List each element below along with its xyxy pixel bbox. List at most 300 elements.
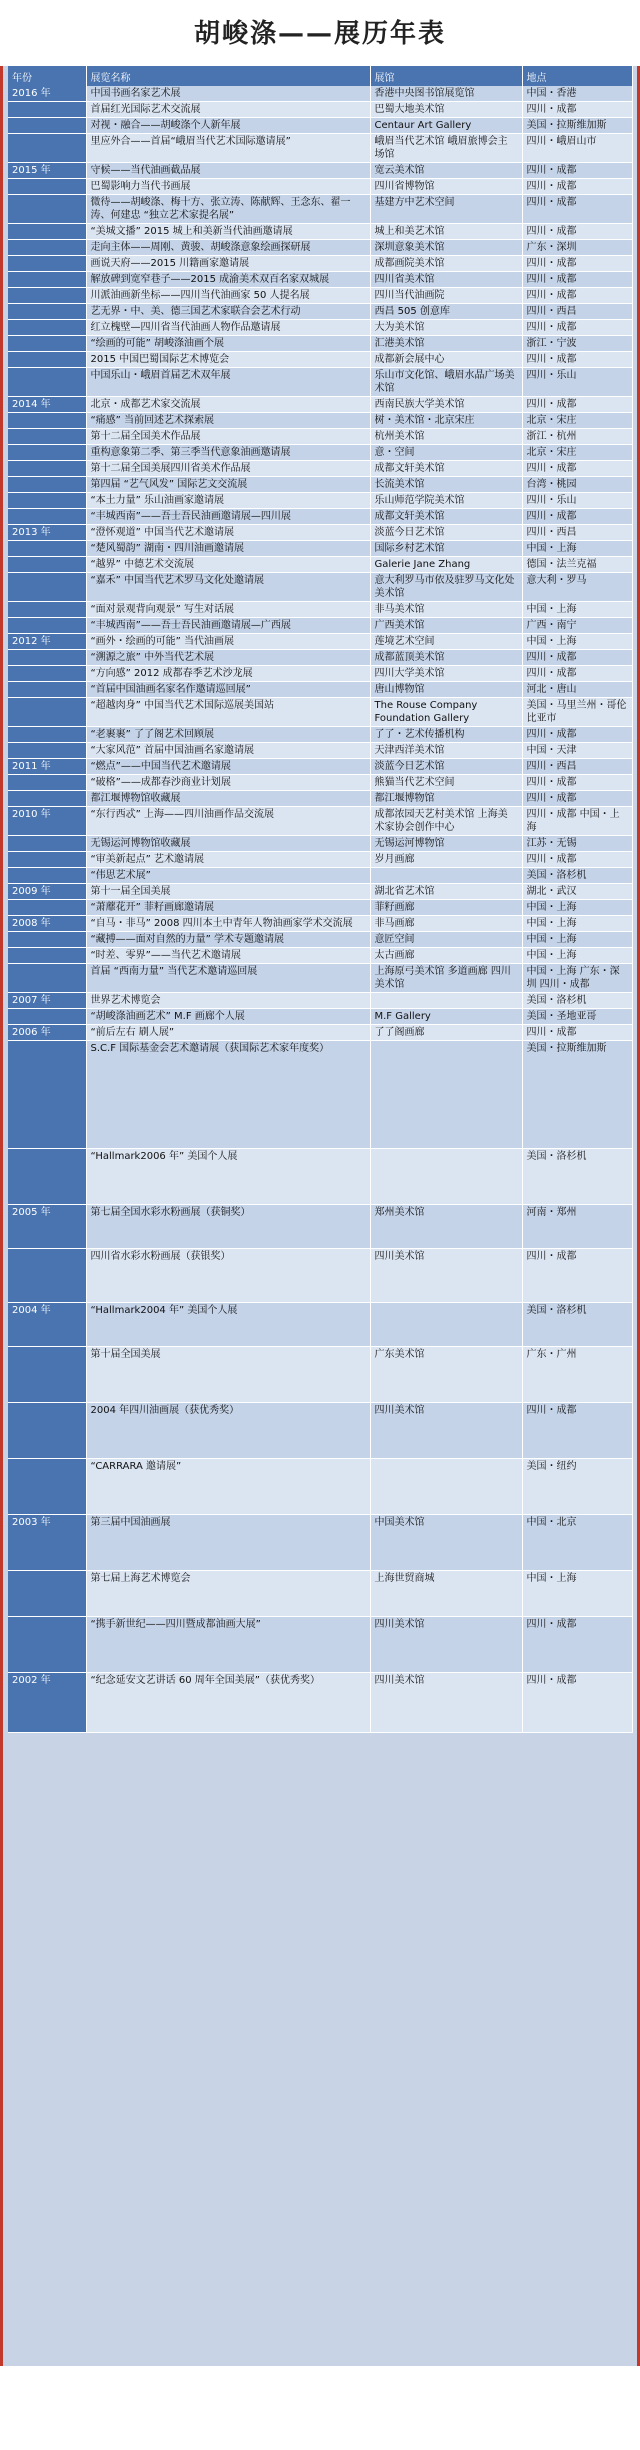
venue-cell: M.F Gallery <box>370 1009 522 1025</box>
place-cell: 美国・洛杉机 <box>522 868 632 884</box>
year-cell <box>8 1347 86 1403</box>
venue-cell: 乐山市文化馆、峨眉水晶广场美术馆 <box>370 368 522 397</box>
title-cell: 川派油画新坐标——四川当代油画家 50 人提名展 <box>86 288 370 304</box>
table-row <box>8 541 632 557</box>
venue-cell: 意大利罗马市依及驻罗马文化处美术馆 <box>370 573 522 602</box>
year-cell <box>8 445 86 461</box>
place-cell: 四川・成都 <box>522 1617 632 1673</box>
title-cell: 第三届中国油画展 <box>86 1515 370 1571</box>
venue-cell: 都江堰博物馆 <box>370 791 522 807</box>
year-cell <box>8 698 86 727</box>
place-cell: 四川・成都 <box>522 461 632 477</box>
venue-cell: 香港中央图书馆展览馆 <box>370 86 522 102</box>
year-cell <box>8 836 86 852</box>
year-cell <box>8 118 86 134</box>
year-cell <box>8 179 86 195</box>
year-cell: 2003 年 <box>8 1515 86 1571</box>
table-row <box>8 884 632 900</box>
table-row <box>8 397 632 413</box>
title-cell: “面对景观背向观景” 写生对话展 <box>86 602 370 618</box>
title-cell: S.C.F 国际基金会艺术邀请展（获国际艺术家年度奖） <box>86 1041 370 1149</box>
title-cell: “前后左右 刷人展” <box>86 1025 370 1041</box>
venue-cell: 大为美术馆 <box>370 320 522 336</box>
table-row <box>8 791 632 807</box>
year-cell <box>8 413 86 429</box>
header-place: 地点 <box>522 66 632 86</box>
title-cell: 第十一届全国美展 <box>86 884 370 900</box>
venue-cell: 无锡运河博物馆 <box>370 836 522 852</box>
title-cell: “画外・绘画的可能” 当代油画展 <box>86 634 370 650</box>
place-cell: 中国・上海 <box>522 916 632 932</box>
place-cell: 四川・成都 <box>522 163 632 179</box>
venue-cell: 熊猫当代艺术空间 <box>370 775 522 791</box>
year-cell <box>8 224 86 240</box>
place-cell: 德国・法兰克福 <box>522 557 632 573</box>
title-cell: 2015 中国巴蜀国际艺术博览会 <box>86 352 370 368</box>
venue-cell: 湖北省艺术馆 <box>370 884 522 900</box>
place-cell: 美国・拉斯维加斯 <box>522 118 632 134</box>
year-cell <box>8 102 86 118</box>
year-cell <box>8 1041 86 1149</box>
year-cell <box>8 1403 86 1459</box>
year-cell <box>8 368 86 397</box>
title-cell: 解放碑到宽窄巷子——2015 成渝美术双百名家双城展 <box>86 272 370 288</box>
year-cell <box>8 240 86 256</box>
table-row <box>8 118 632 134</box>
table-row <box>8 304 632 320</box>
table-row <box>8 602 632 618</box>
table-row <box>8 618 632 634</box>
table-row <box>8 1249 632 1303</box>
title-cell: “澄怀观道” 中国当代艺术邀请展 <box>86 525 370 541</box>
year-cell <box>8 775 86 791</box>
place-cell: 中国・上海 <box>522 932 632 948</box>
place-cell: 四川・成都 <box>522 509 632 525</box>
title-cell: “燃点”——中国当代艺术邀请展 <box>86 759 370 775</box>
venue-cell: 峨眉当代艺术馆 峨眉旅博会主场馆 <box>370 134 522 163</box>
title-cell: “美城文播” 2015 城上和美新当代油画邀请展 <box>86 224 370 240</box>
table-row <box>8 352 632 368</box>
place-cell: 美国・洛杉机 <box>522 1303 632 1347</box>
place-cell: 中国・北京 <box>522 1515 632 1571</box>
place-cell: 美国・拉斯维加斯 <box>522 1041 632 1149</box>
venue-cell: 杭州美术馆 <box>370 429 522 445</box>
year-cell <box>8 650 86 666</box>
year-cell <box>8 1459 86 1515</box>
table-row <box>8 368 632 397</box>
venue-cell <box>370 993 522 1009</box>
place-cell: 浙江・杭州 <box>522 429 632 445</box>
title-cell: “痛感” 当前回述艺术探索展 <box>86 413 370 429</box>
title-cell: “纪念延安文艺讲话 60 周年全国美展”（获优秀奖） <box>86 1673 370 1733</box>
place-cell: 四川・西昌 <box>522 304 632 320</box>
place-cell: 美国・洛杉机 <box>522 993 632 1009</box>
table-row <box>8 743 632 759</box>
year-cell: 2006 年 <box>8 1025 86 1041</box>
venue-cell: 岁月画廊 <box>370 852 522 868</box>
table-row <box>8 1205 632 1249</box>
venue-cell: 广西美术馆 <box>370 618 522 634</box>
year-cell <box>8 320 86 336</box>
place-cell: 中国・上海 <box>522 900 632 916</box>
year-cell <box>8 429 86 445</box>
table-row <box>8 759 632 775</box>
venue-cell: 莲境艺术空间 <box>370 634 522 650</box>
year-cell: 2010 年 <box>8 807 86 836</box>
year-cell <box>8 932 86 948</box>
place-cell: 河南・郑州 <box>522 1205 632 1249</box>
table-header-row <box>8 66 632 86</box>
year-cell: 2013 年 <box>8 525 86 541</box>
venue-cell: 树・美术馆・北京宋庄 <box>370 413 522 429</box>
venue-cell: 非马画廊 <box>370 916 522 932</box>
venue-cell: 上海世贸商城 <box>370 1571 522 1617</box>
title-cell: “东行西忒” 上海——四川油画作品交流展 <box>86 807 370 836</box>
place-cell: 四川・成都 <box>522 272 632 288</box>
table-row <box>8 852 632 868</box>
place-cell: 四川・成都 <box>522 256 632 272</box>
place-cell: 中国・香港 <box>522 86 632 102</box>
table-row <box>8 1403 632 1459</box>
table-row <box>8 1009 632 1025</box>
title-cell: “伟思艺术展” <box>86 868 370 884</box>
title-cell: 微待——胡峻涤、梅十方、张立涛、陈献辉、王念东、翟一涛、何建忠 “独立艺术家提名展” <box>86 195 370 224</box>
table-row <box>8 807 632 836</box>
title-cell: “丰城西南”——吾士吾民油画邀请展—四川展 <box>86 509 370 525</box>
title-cell: 艺无界・中、美、德三国艺术家联合会艺术行动 <box>86 304 370 320</box>
place-cell: 美国・马里兰州・哥伦比亚市 <box>522 698 632 727</box>
title-cell: 里应外合——首届“峨眉当代艺术国际邀请展” <box>86 134 370 163</box>
year-cell: 2002 年 <box>8 1673 86 1733</box>
title-cell: 第七届上海艺术博览会 <box>86 1571 370 1617</box>
venue-cell: The Rouse Company Foundation Gallery <box>370 698 522 727</box>
venue-cell: 西南民族大学美术馆 <box>370 397 522 413</box>
place-cell: 中国・上海 广东・深圳 四川・成都 <box>522 964 632 993</box>
title-cell: 第七届全国水彩水粉画展（获铜奖） <box>86 1205 370 1249</box>
venue-cell: 淡蓝今日艺术馆 <box>370 759 522 775</box>
venue-cell: 乐山师范学院美术馆 <box>370 493 522 509</box>
title-cell: “时差、零界”——当代艺术邀请展 <box>86 948 370 964</box>
title-cell: “老裹裹” 了了阁艺术回顾展 <box>86 727 370 743</box>
table-row <box>8 134 632 163</box>
year-cell <box>8 1149 86 1205</box>
year-cell <box>8 541 86 557</box>
title-cell: “破格”——成都春沙商业计划展 <box>86 775 370 791</box>
table-row <box>8 461 632 477</box>
year-cell <box>8 557 86 573</box>
table-row <box>8 868 632 884</box>
table-row <box>8 102 632 118</box>
table-row <box>8 1515 632 1571</box>
venue-cell <box>370 1041 522 1149</box>
venue-cell <box>370 1459 522 1515</box>
venue-cell: 四川美术馆 <box>370 1673 522 1733</box>
title-cell: 守候——当代油画截品展 <box>86 163 370 179</box>
year-cell <box>8 352 86 368</box>
place-cell: 中国・上海 <box>522 634 632 650</box>
venue-cell: 成都新会展中心 <box>370 352 522 368</box>
title-cell: “溯源之旅” 中外当代艺术展 <box>86 650 370 666</box>
place-cell: 四川・成都 <box>522 179 632 195</box>
place-cell: 中国・天津 <box>522 743 632 759</box>
venue-cell: 四川美术馆 <box>370 1403 522 1459</box>
table-row <box>8 86 632 102</box>
place-cell: 四川・成都 <box>522 775 632 791</box>
venue-cell: 成都蓝顶美术馆 <box>370 650 522 666</box>
table-row <box>8 163 632 179</box>
venue-cell <box>370 1149 522 1205</box>
venue-cell: 宽云美术馆 <box>370 163 522 179</box>
title-cell: “丰城西南”——吾士吾民油画邀请展—广西展 <box>86 618 370 634</box>
table-row <box>8 1347 632 1403</box>
place-cell: 四川・成都 中国・上海 <box>522 807 632 836</box>
table-row <box>8 445 632 461</box>
table-row <box>8 900 632 916</box>
year-cell <box>8 195 86 224</box>
title-cell: 中国书画名家艺术展 <box>86 86 370 102</box>
venue-cell: 深圳意象美术馆 <box>370 240 522 256</box>
table-row <box>8 509 632 525</box>
year-cell <box>8 477 86 493</box>
place-cell: 四川・成都 <box>522 288 632 304</box>
venue-cell: 四川省美术馆 <box>370 272 522 288</box>
year-cell: 2016 年 <box>8 86 86 102</box>
venue-cell: 郑州美术馆 <box>370 1205 522 1249</box>
table-row <box>8 272 632 288</box>
venue-cell: 四川当代油画院 <box>370 288 522 304</box>
place-cell: 四川・峨眉山市 <box>522 134 632 163</box>
place-cell: 江苏・无锡 <box>522 836 632 852</box>
year-cell <box>8 948 86 964</box>
year-cell <box>8 727 86 743</box>
venue-cell <box>370 868 522 884</box>
table-row <box>8 775 632 791</box>
year-cell <box>8 493 86 509</box>
year-cell: 2009 年 <box>8 884 86 900</box>
year-cell <box>8 509 86 525</box>
title-cell: 走向主体——周刚、黄骏、胡峻涤意象绘画探研展 <box>86 240 370 256</box>
venue-cell: 基建方中艺术空间 <box>370 195 522 224</box>
title-cell: “越界” 中德艺术交流展 <box>86 557 370 573</box>
venue-cell: 城上和美艺术馆 <box>370 224 522 240</box>
place-cell: 美国・纽约 <box>522 1459 632 1515</box>
venue-cell: Centaur Art Gallery <box>370 118 522 134</box>
venue-cell: 上海原弓美术馆 多道画廊 四川美术馆 <box>370 964 522 993</box>
title-cell: 第十二届全国美展四川省美术作品展 <box>86 461 370 477</box>
table-row <box>8 1617 632 1673</box>
table-row <box>8 650 632 666</box>
table-row <box>8 413 632 429</box>
year-cell <box>8 682 86 698</box>
place-cell: 中国・上海 <box>522 948 632 964</box>
header-venue: 展馆 <box>370 66 522 86</box>
venue-cell: 唐山博物馆 <box>370 682 522 698</box>
place-cell: 四川・成都 <box>522 224 632 240</box>
title-cell: 首届红光国际艺术交流展 <box>86 102 370 118</box>
table-row <box>8 477 632 493</box>
venue-cell: 广东美术馆 <box>370 1347 522 1403</box>
place-cell: 四川・成都 <box>522 852 632 868</box>
venue-cell: 四川美术馆 <box>370 1617 522 1673</box>
year-cell <box>8 1617 86 1673</box>
header-title: 展览名称 <box>86 66 370 86</box>
title-cell: “大家风范” 首届中国油画名家邀请展 <box>86 743 370 759</box>
year-cell: 2011 年 <box>8 759 86 775</box>
place-cell: 中国・上海 <box>522 602 632 618</box>
venue-cell: 成都画院美术馆 <box>370 256 522 272</box>
title-cell: 第四届 “艺气风发” 国际艺文交流展 <box>86 477 370 493</box>
place-cell: 台湾・桃园 <box>522 477 632 493</box>
venue-cell: 巴蜀大地美术馆 <box>370 102 522 118</box>
year-cell <box>8 573 86 602</box>
table-row <box>8 948 632 964</box>
table-row <box>8 525 632 541</box>
table-row <box>8 573 632 602</box>
year-cell <box>8 964 86 993</box>
table-row <box>8 1041 632 1149</box>
table-row <box>8 666 632 682</box>
year-cell <box>8 1249 86 1303</box>
place-cell: 四川・成都 <box>522 102 632 118</box>
place-cell: 意大利・罗马 <box>522 573 632 602</box>
place-cell: 四川・西昌 <box>522 525 632 541</box>
year-cell <box>8 336 86 352</box>
title-cell: “方向感” 2012 成都春季艺术沙龙展 <box>86 666 370 682</box>
venue-cell: 成都浓园天艺村美术馆 上海美术家协会创作中心 <box>370 807 522 836</box>
table-row <box>8 727 632 743</box>
venue-cell: 长流美术馆 <box>370 477 522 493</box>
table-row <box>8 320 632 336</box>
place-cell: 湖北・武汉 <box>522 884 632 900</box>
year-cell <box>8 461 86 477</box>
title-cell: “CARRARA 邀请展” <box>86 1459 370 1515</box>
year-cell <box>8 1009 86 1025</box>
venue-cell: 天津西洋美术馆 <box>370 743 522 759</box>
place-cell: 四川・乐山 <box>522 368 632 397</box>
title-cell: 巴蜀影响力当代书画展 <box>86 179 370 195</box>
title-cell: “萧蘼花开” 菲籽画廊邀请展 <box>86 900 370 916</box>
year-cell: 2014 年 <box>8 397 86 413</box>
table-row <box>8 1571 632 1617</box>
title-cell: “审美新起点” 艺术邀请展 <box>86 852 370 868</box>
place-cell: 四川・成都 <box>522 397 632 413</box>
table-row <box>8 964 632 993</box>
table-row <box>8 179 632 195</box>
table-row <box>8 195 632 224</box>
venue-cell: 中国美术馆 <box>370 1515 522 1571</box>
table-row <box>8 1673 632 1733</box>
year-cell <box>8 666 86 682</box>
venue-cell: 了了阁画廊 <box>370 1025 522 1041</box>
place-cell: 四川・成都 <box>522 195 632 224</box>
table-row <box>8 429 632 445</box>
year-cell <box>8 256 86 272</box>
title-cell: “绘画的可能” 胡峻涤油画个展 <box>86 336 370 352</box>
title-cell: 2004 年四川油画展（获优秀奖） <box>86 1403 370 1459</box>
place-cell: 四川・西昌 <box>522 759 632 775</box>
year-cell: 2007 年 <box>8 993 86 1009</box>
title-cell: 无锡运河博物馆收藏展 <box>86 836 370 852</box>
place-cell: 四川・成都 <box>522 727 632 743</box>
title-cell: “胡峻涤油画艺术” M.F 画廊个人展 <box>86 1009 370 1025</box>
venue-cell: Galerie Jane Zhang <box>370 557 522 573</box>
place-cell: 四川・成都 <box>522 1673 632 1733</box>
title-cell: 第十届全国美展 <box>86 1347 370 1403</box>
place-cell: 中国・上海 <box>522 541 632 557</box>
title-cell: 中国乐山・峨眉首届艺术双年展 <box>86 368 370 397</box>
table-row <box>8 557 632 573</box>
venue-cell: 汇港美术馆 <box>370 336 522 352</box>
table-row <box>8 336 632 352</box>
title-cell: 画说天府——2015 川籍画家邀请展 <box>86 256 370 272</box>
venue-cell: 菲籽画廊 <box>370 900 522 916</box>
table-row <box>8 698 632 727</box>
table-body <box>8 86 632 1733</box>
table-row <box>8 1025 632 1041</box>
table-row <box>8 993 632 1009</box>
title-cell: 红立槐壁—四川省当代油画人物作品邀请展 <box>86 320 370 336</box>
year-cell <box>8 743 86 759</box>
title-cell: “携手新世纪——四川暨成都油画大展” <box>86 1617 370 1673</box>
venue-cell: 非马美术馆 <box>370 602 522 618</box>
year-cell <box>8 134 86 163</box>
year-cell <box>8 868 86 884</box>
place-cell: 中国・上海 <box>522 1571 632 1617</box>
place-cell: 四川・成都 <box>522 666 632 682</box>
year-cell <box>8 602 86 618</box>
title-cell: “楚风蜀韵” 湖南・四川油画邀请展 <box>86 541 370 557</box>
year-cell <box>8 288 86 304</box>
title-cell: 都江堰博物馆收藏展 <box>86 791 370 807</box>
venue-cell: 意・空间 <box>370 445 522 461</box>
year-cell <box>8 618 86 634</box>
title-cell: “藏搏——面对自然的力量” 学术专题邀请展 <box>86 932 370 948</box>
title-cell: 世界艺术博览会 <box>86 993 370 1009</box>
title-cell: “首届中国油画名家名作邀请巡回展” <box>86 682 370 698</box>
year-cell <box>8 791 86 807</box>
place-cell: 河北・唐山 <box>522 682 632 698</box>
year-cell: 2015 年 <box>8 163 86 179</box>
place-cell: 广东・广州 <box>522 1347 632 1403</box>
title-cell: 四川省水彩水粉画展（获银奖） <box>86 1249 370 1303</box>
year-cell: 2005 年 <box>8 1205 86 1249</box>
year-cell <box>8 1571 86 1617</box>
table-row <box>8 1303 632 1347</box>
place-cell: 浙江・宁波 <box>522 336 632 352</box>
title-cell: 对视・融合——胡峻涤个人新年展 <box>86 118 370 134</box>
venue-cell: 了了・艺术传播机构 <box>370 727 522 743</box>
place-cell: 美国・圣地亚哥 <box>522 1009 632 1025</box>
place-cell: 北京・宋庄 <box>522 445 632 461</box>
year-cell <box>8 304 86 320</box>
venue-cell: 太古画廊 <box>370 948 522 964</box>
title-cell: “Hallmark2006 年” 美国个人展 <box>86 1149 370 1205</box>
place-cell: 四川・成都 <box>522 650 632 666</box>
table-row <box>8 1149 632 1205</box>
place-cell: 四川・成都 <box>522 1249 632 1303</box>
place-cell: 四川・成都 <box>522 320 632 336</box>
table-row <box>8 256 632 272</box>
exhibition-table <box>8 66 633 1733</box>
title-cell: “嘉禾” 中国当代艺术罗马文化处邀请展 <box>86 573 370 602</box>
venue-cell: 意匠空间 <box>370 932 522 948</box>
table-row <box>8 932 632 948</box>
place-cell: 四川・成都 <box>522 791 632 807</box>
place-cell: 四川・成都 <box>522 1403 632 1459</box>
title-cell: 第十二届全国美术作品展 <box>86 429 370 445</box>
venue-cell: 四川大学美术馆 <box>370 666 522 682</box>
year-cell: 2004 年 <box>8 1303 86 1347</box>
